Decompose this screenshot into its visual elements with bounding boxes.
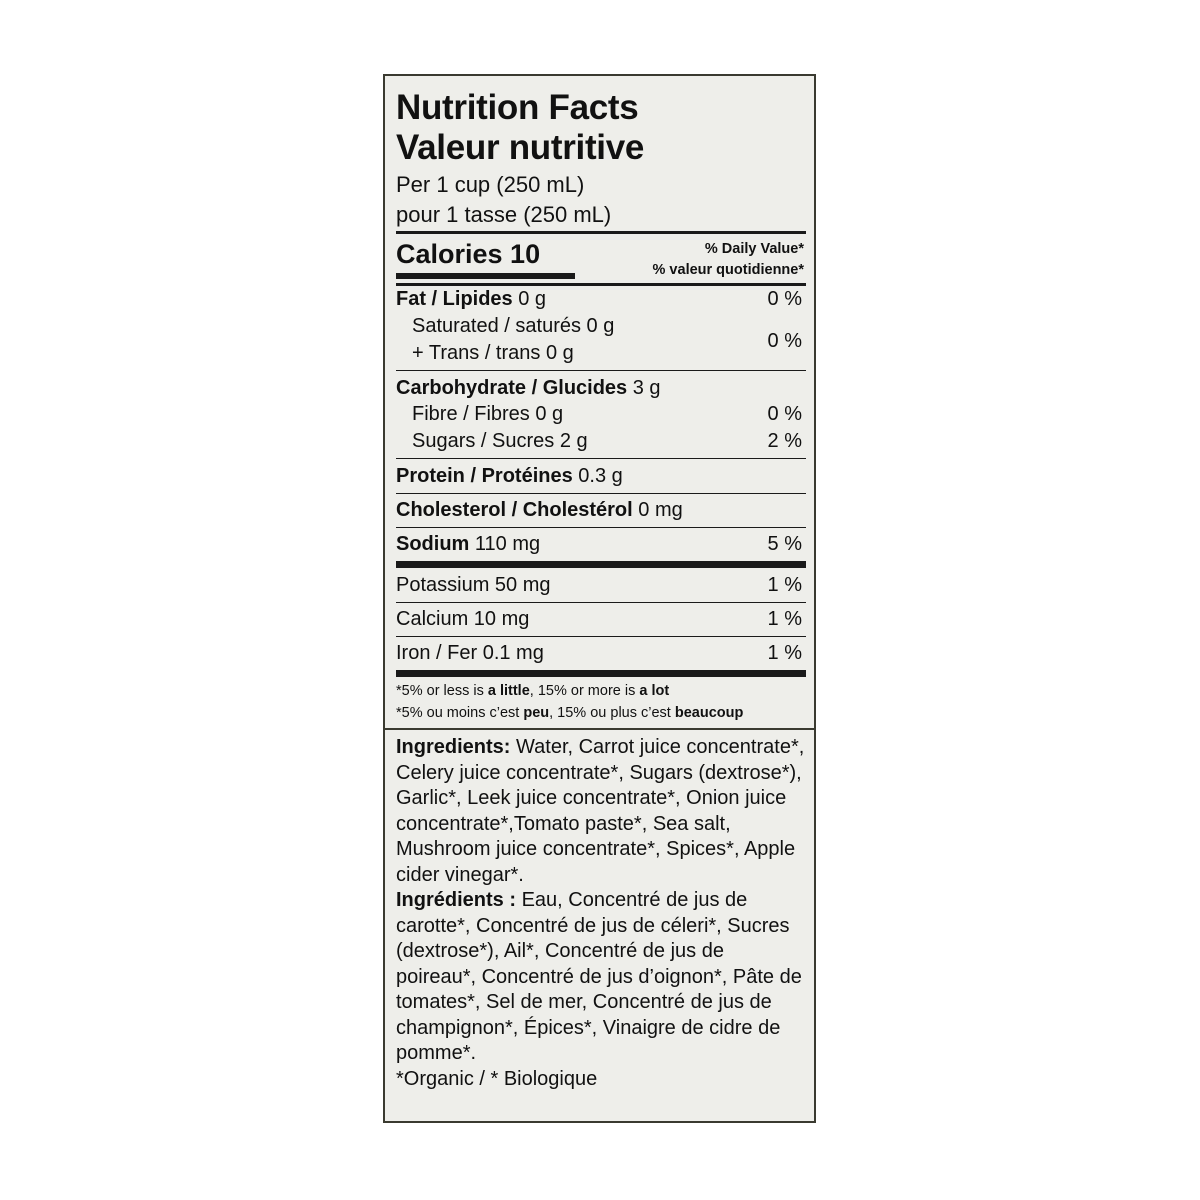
potassium-daily-value: 1 % bbox=[767, 574, 802, 596]
footnote-emphasis: beaucoup bbox=[674, 705, 744, 721]
footnote-text: , 15% or more is bbox=[529, 683, 640, 699]
carbohydrate-row bbox=[396, 376, 661, 401]
cholesterol-label: Cholesterol / Cholestérol bbox=[396, 499, 633, 521]
footnote-emphasis: a little bbox=[487, 683, 530, 699]
title-french: Valeur nutritive bbox=[396, 128, 645, 167]
divider bbox=[396, 458, 806, 459]
footnote-text: *5% ou moins c’est bbox=[396, 705, 524, 721]
calcium-row: Calcium 10 mg bbox=[396, 608, 530, 630]
ingredients-english bbox=[396, 735, 808, 888]
nutrition-facts-label bbox=[383, 74, 816, 1123]
sodium-row bbox=[396, 532, 540, 557]
cholesterol-amount: 0 mg bbox=[632, 499, 683, 521]
divider bbox=[396, 283, 806, 286]
protein-amount: 0.3 g bbox=[572, 465, 623, 487]
divider bbox=[396, 370, 806, 371]
fibre-row: Fibre / Fibres 0 g bbox=[412, 403, 564, 425]
iron-daily-value: 1 % bbox=[767, 642, 802, 664]
calcium-daily-value: 1 % bbox=[767, 608, 802, 630]
serving-size-french: pour 1 tasse (250 mL) bbox=[396, 202, 612, 227]
iron-row: Iron / Fer 0.1 mg bbox=[396, 642, 544, 664]
ingredients-heading-french: Ingrédients : bbox=[396, 889, 517, 911]
footnote-emphasis: peu bbox=[523, 705, 550, 721]
calories-line: Calories 10 bbox=[396, 239, 541, 269]
divider bbox=[396, 493, 806, 494]
sodium-label: Sodium bbox=[396, 533, 470, 555]
sugars-row: Sugars / Sucres 2 g bbox=[412, 430, 588, 452]
ingredients-text-english: Water, Carrot juice concentrate*, Celery juice concentrate*, Sugars (dextrose*), Garlic*, Leek juice concentrate*, Onion juice concentrate*,Tomato paste*, Sea salt, Mushroom juice concentrate*, Spices*, Apple cider vinegar*. bbox=[396, 736, 805, 886]
ingredients-french bbox=[396, 888, 808, 1067]
divider bbox=[396, 602, 806, 603]
fat-amount: 0 g bbox=[512, 288, 547, 310]
footnote-text: *5% or less is bbox=[396, 683, 488, 699]
carbohydrate-label: Carbohydrate / Glucides bbox=[396, 377, 628, 399]
fat-row bbox=[396, 287, 546, 312]
fat-daily-value: 0 % bbox=[767, 288, 802, 310]
thick-divider bbox=[396, 670, 806, 677]
potassium-row: Potassium 50 mg bbox=[396, 574, 551, 596]
fat-label: Fat / Lipides bbox=[396, 288, 513, 310]
divider bbox=[396, 636, 806, 637]
ingredients-text-french: Eau, Concentré de jus de carotte*, Concentré de jus de céleri*, Sucres (dextrose*), Ail*, Concentré de jus de poireau*, Concentré de jus d’oignon*, Pâte de tomates*, Sel de mer, Concentré de jus de champignon*, Épices*, Vinaigre de cidre de pomme*. bbox=[396, 889, 802, 1064]
section-divider bbox=[385, 728, 814, 730]
divider bbox=[396, 527, 806, 528]
sugars-daily-value: 2 % bbox=[767, 430, 802, 452]
calories-underline bbox=[396, 273, 575, 279]
sodium-daily-value: 5 % bbox=[767, 533, 802, 555]
protein-label: Protein / Protéines bbox=[396, 465, 573, 487]
footnote-text: , 15% ou plus c’est bbox=[549, 705, 675, 721]
ingredients-block bbox=[396, 735, 808, 1092]
daily-value-heading-english: % Daily Value* bbox=[704, 241, 804, 257]
organic-note: *Organic / * Biologique bbox=[396, 1067, 598, 1090]
protein-row bbox=[396, 464, 623, 489]
footnote-english bbox=[396, 681, 669, 702]
trans-fat-row: + Trans / trans 0 g bbox=[412, 342, 574, 364]
serving-size-english: Per 1 cup (250 mL) bbox=[396, 172, 585, 197]
ingredients-heading-english: Ingredients: bbox=[396, 736, 511, 758]
sodium-amount: 110 mg bbox=[469, 533, 541, 555]
cholesterol-row bbox=[396, 498, 683, 523]
divider bbox=[396, 231, 806, 234]
fibre-daily-value: 0 % bbox=[767, 403, 802, 425]
footnote-emphasis: a lot bbox=[639, 683, 670, 699]
carbohydrate-amount: 3 g bbox=[627, 377, 661, 399]
saturated-trans-daily-value: 0 % bbox=[767, 330, 802, 352]
saturated-fat-row: Saturated / saturés 0 g bbox=[412, 315, 615, 337]
thick-divider bbox=[396, 561, 806, 568]
title-english: Nutrition Facts bbox=[396, 88, 639, 127]
daily-value-heading-french: % valeur quotidienne* bbox=[652, 262, 804, 278]
footnote-french bbox=[396, 703, 743, 724]
